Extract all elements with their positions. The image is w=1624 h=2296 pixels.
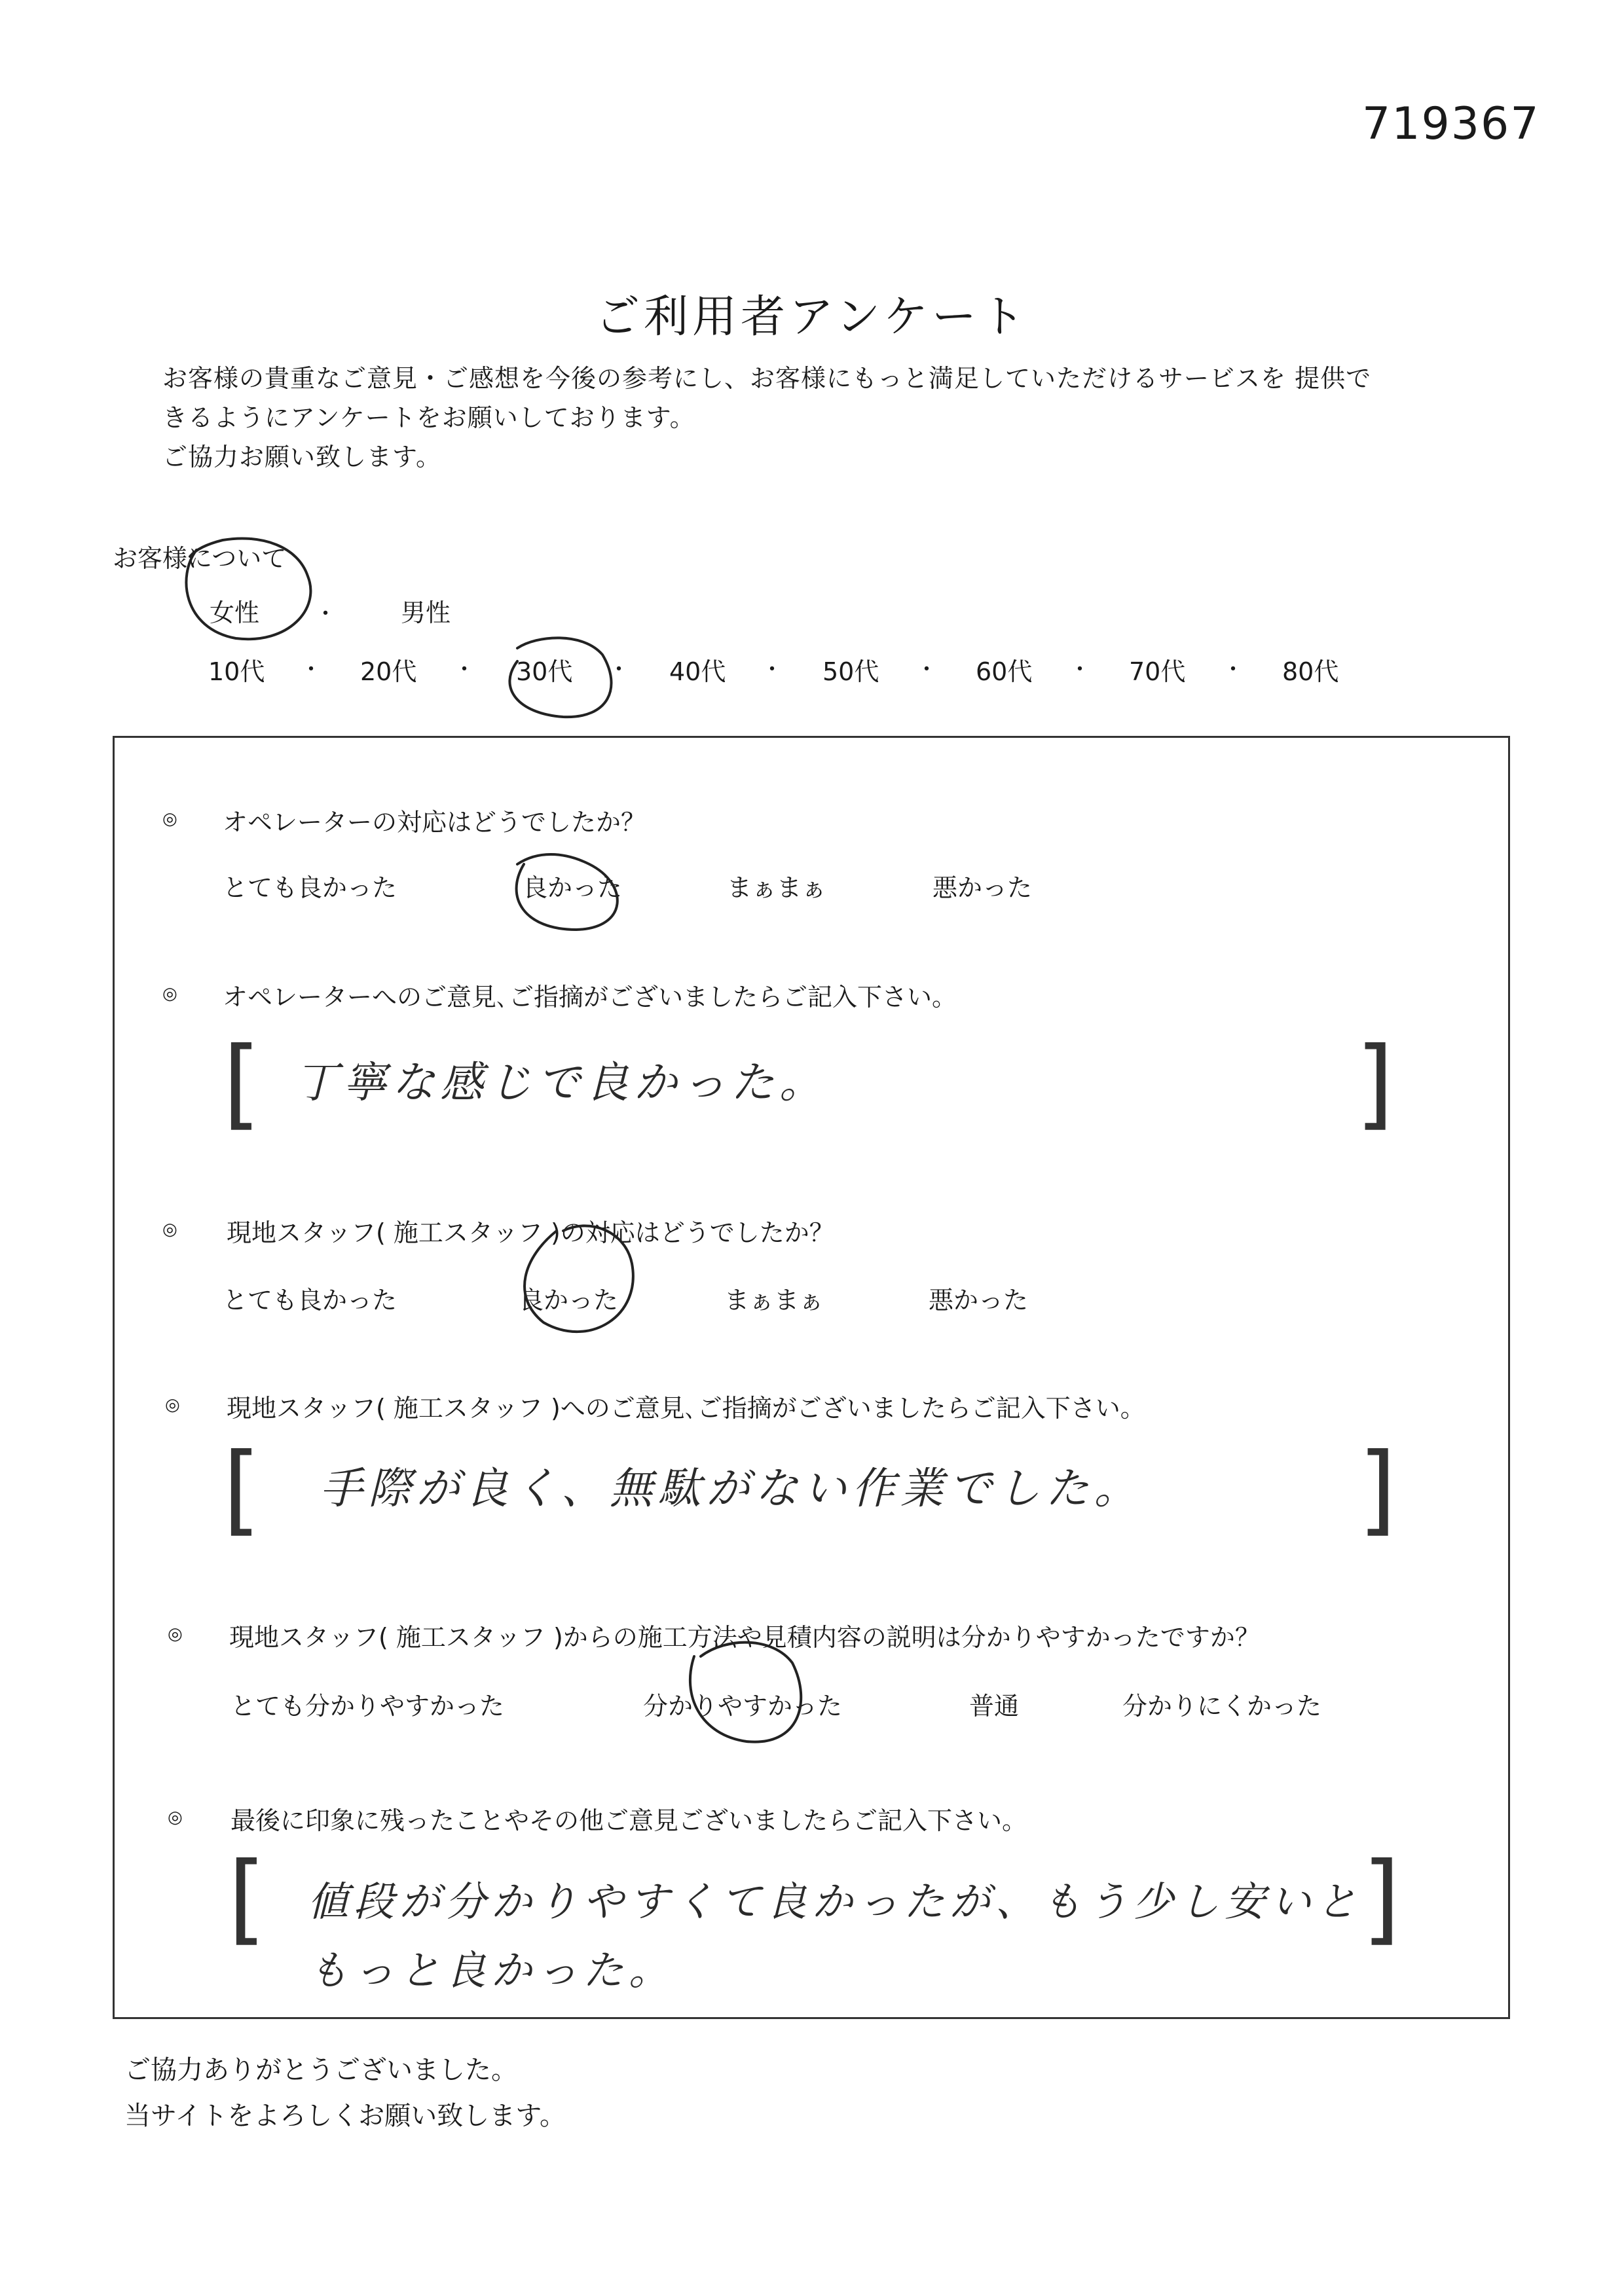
thanks-line: 当サイトをよろしくお願い致します。 xyxy=(124,2101,566,2131)
answer-bracket-left: [ xyxy=(223,1432,261,1546)
bullet-icon: ◎ xyxy=(162,809,177,829)
age-option-10[interactable]: 10代 xyxy=(208,657,265,686)
q1-option-bad[interactable]: 悪かった xyxy=(932,873,1033,902)
q3-option-bad[interactable]: 悪かった xyxy=(929,1286,1029,1315)
bullet-icon: ◎ xyxy=(168,1624,183,1644)
separator: ・ xyxy=(915,657,938,683)
age-option-70[interactable]: 70代 xyxy=(1129,657,1186,686)
intro-line: お客様の貴重なご意見・ご感想を今後の参考にし、お客様にもっと満足していただけるサービスを 提供で xyxy=(162,364,1372,393)
separator: ・ xyxy=(1069,657,1091,683)
question-5: 現地スタッフ( 施工スタッフ )からの施工方法や見積内容の説明は分かりやすかったですか？ xyxy=(229,1623,1260,1652)
separator: ・ xyxy=(1222,657,1244,683)
q5-option-normal[interactable]: 普通 xyxy=(969,1692,1020,1721)
separator: ・ xyxy=(453,657,475,683)
separator: ・ xyxy=(761,657,783,683)
age-option-40[interactable]: 40代 xyxy=(669,657,726,686)
answer-bracket-left: [ xyxy=(223,1027,261,1140)
gender-option-male[interactable]: 男性 xyxy=(401,598,451,627)
q3-option-average[interactable]: まぁまぁ xyxy=(724,1286,824,1315)
page-title: ご利用者アンケート xyxy=(595,291,1029,343)
bullet-icon: ◎ xyxy=(162,984,177,1004)
intro-text xyxy=(162,359,1371,477)
bullet-icon: ◎ xyxy=(165,1395,180,1415)
age-option-80[interactable]: 80代 xyxy=(1282,657,1339,686)
q3-option-good[interactable]: 良かった xyxy=(519,1286,619,1315)
separator: ・ xyxy=(608,657,630,683)
answer-bracket-right: ] xyxy=(1358,1432,1397,1546)
intro-line: きるようにアンケートをお願いしております。 xyxy=(162,403,695,432)
q4-answer[interactable]: 手際が良く、無駄がない作業でした。 xyxy=(320,1463,1143,1514)
q6-answer-line-1[interactable]: 値段が分かりやすくて良かったが、もう少し安いと xyxy=(308,1878,1363,1925)
age-option-50[interactable]: 50代 xyxy=(822,657,879,686)
bullet-icon: ◎ xyxy=(168,1808,183,1827)
question-1: オペレーターの対応はどうでしたか？ xyxy=(223,808,646,837)
q1-option-very-good[interactable]: とても良かった xyxy=(223,873,397,902)
separator: ・ xyxy=(300,657,322,683)
question-4: 現地スタッフ( 施工スタッフ )へのご意見､ご指摘がございましたらご記入下さい。 xyxy=(227,1394,1145,1423)
age-option-20[interactable]: 20代 xyxy=(360,657,417,686)
separator: ・ xyxy=(314,601,337,627)
age-option-60[interactable]: 60代 xyxy=(976,657,1033,686)
question-2: オペレーターへのご意見､ご指摘がございましたらご記入下さい。 xyxy=(223,983,957,1011)
question-3: 現地スタッフ( 施工スタッフ )の対応はどうでしたか？ xyxy=(227,1218,834,1247)
intro-line: ご協力お願い致します。 xyxy=(162,443,441,471)
q5-option-unclear[interactable]: 分かりにくかった xyxy=(1122,1692,1322,1721)
q1-option-average[interactable]: まぁまぁ xyxy=(727,873,827,902)
answer-bracket-left: [ xyxy=(228,1842,267,1956)
q5-option-clear[interactable]: 分かりやすかった xyxy=(643,1692,843,1721)
gender-option-female[interactable]: 女性 xyxy=(210,598,260,627)
bullet-icon: ◎ xyxy=(162,1220,177,1239)
question-6: 最後に印象に残ったことやその他ご意見ございましたらご記入下さい。 xyxy=(231,1806,1027,1835)
q6-answer-line-2[interactable]: もっと良かった。 xyxy=(308,1946,675,1994)
answer-bracket-right: ] xyxy=(1356,1027,1394,1140)
answer-bracket-right: ] xyxy=(1362,1842,1401,1956)
q2-answer[interactable]: 丁寧な感じで良かった。 xyxy=(295,1057,828,1108)
age-option-30[interactable]: 30代 xyxy=(516,657,573,686)
thanks-line: ご協力ありがとうございました。 xyxy=(124,2055,517,2085)
q1-option-good[interactable]: 良かった xyxy=(523,873,623,902)
q3-option-very-good[interactable]: とても良かった xyxy=(223,1286,397,1315)
document-number: 719367 xyxy=(1362,98,1540,150)
customer-heading: お客様について xyxy=(113,544,287,573)
q5-option-very-clear[interactable]: とても分かりやすかった xyxy=(231,1692,505,1721)
